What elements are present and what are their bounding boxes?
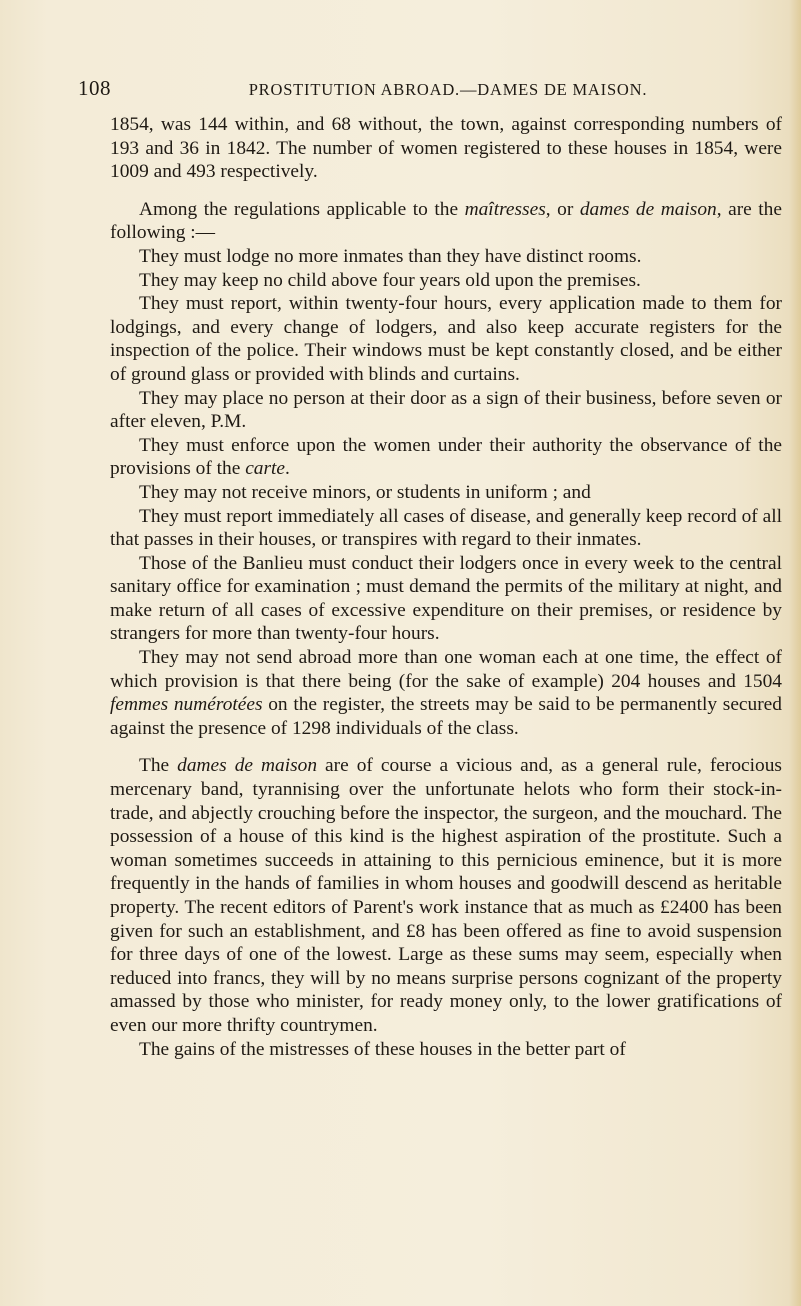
page-number: 108 <box>78 76 111 100</box>
regulation-item: They must enforce upon the women under their authority the observance of the provisions of the carte. <box>110 434 782 480</box>
paragraph-statistics: 1854, was 144 within, and 68 without, the town, against corresponding numbers of 193 and 36 in 1842. The number of women registered to these houses in 1854, were 1009 and 493 respectively. <box>110 114 782 183</box>
regulation-item: They may not receive minors, or students in uniform ; and <box>139 481 591 503</box>
regulation-item: They must report immediately all cases of disease, and generally keep record of all that passes in their houses, or transpires with regard to their inmates. <box>110 505 782 551</box>
running-title: PROSTITUTION ABROAD.—DAMES DE MAISON. <box>248 80 648 99</box>
page-header <box>78 76 778 106</box>
regulation-item: Those of the Banlieu must conduct their lodgers once in every week to the central sanitary office for examination ; must demand the permits of the military at night, and make return of all cases of excessive expenditure on their premises, or residence by strangers for more than twenty-four hours. <box>110 552 782 645</box>
body-text <box>110 113 782 1061</box>
paragraph-regulations-intro: Among the regulations applicable to the maîtresses, or dames de maison, are the following :— <box>110 198 782 244</box>
regulation-item: They may place no person at their door as a sign of their business, before seven or after eleven, P.M. <box>110 387 782 433</box>
regulation-item: They must lodge no more inmates than they have distinct rooms. <box>139 245 642 267</box>
regulation-item: They may not send abroad more than one woman each at one time, the effect of which provision is that there being (for the sake of example) 204 houses and 1504 femmes numérotées on the register, the streets may be said to be permanently secured against the presence of 1298 individuals of the class. <box>110 647 782 739</box>
regulation-item: They must report, within twenty-four hours, every application made to them for lodgings, and every change of lodgers, and also keep accurate registers for the inspection of the police. Their windows must be kept constantly closed, and be either of ground glass or provided with blinds and curtains. <box>110 293 782 385</box>
paragraph-dames-de-maison: The dames de maison are of course a vicious and, as a general rule, ferocious mercenary band, tyrannising over the unfortunate helots who form their stock-in-trade, and abjectly crouching before the inspector, the surgeon, and the mouchard. The possession of a house of this kind is the highest aspiration of the prostitute. Such a woman sometimes succeeds in attaining to this pernicious eminence, but it is more frequently in the hands of families in whom houses and goodwill descend as heritable property. The recent editors of Parent's work instance that as much as £2400 has been given for such an establishment, and £8 has been offered as fine to avoid suspension for three days of one of the lowest. Large as these sums may seem, especially when reduced into francs, they will by no means surprise persons cognizant of the property amassed by those who minister, for ready money only, to the lower gratifications of even our more thrifty countrymen. <box>110 755 782 1036</box>
paragraph-gains: The gains of the mistresses of these houses in the better part of <box>139 1038 626 1060</box>
page-edge-stain <box>789 0 801 1306</box>
regulation-item: They may keep no child above four years old upon the premises. <box>139 269 641 291</box>
